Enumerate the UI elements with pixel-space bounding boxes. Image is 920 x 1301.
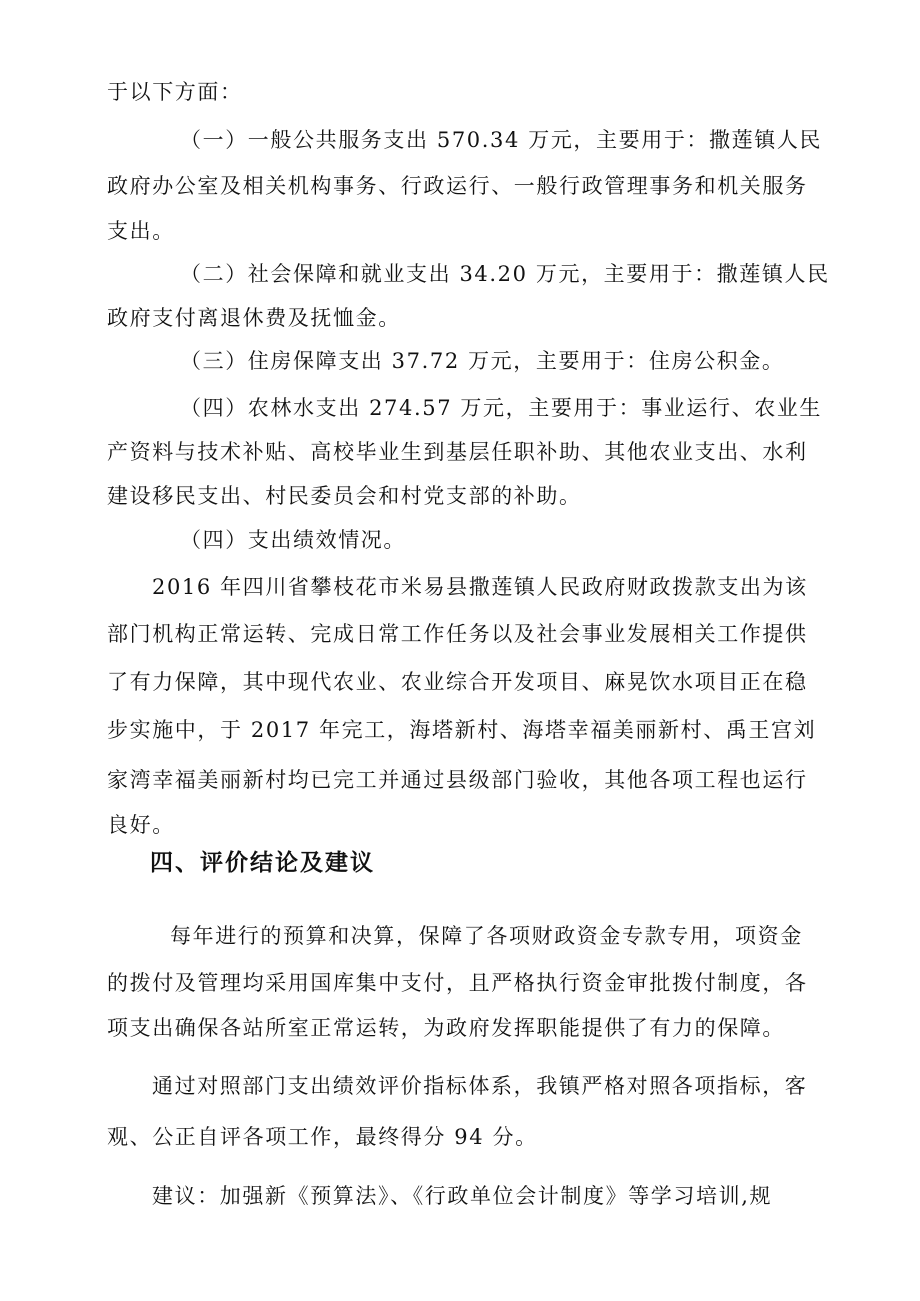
text-line: 了有力保障，其中现代农业、农业综合开发项目、麻晃饮水项目正在稳	[107, 670, 808, 694]
text-line: 2016 年四川省攀枝花市米易县撒莲镇人民政府财政拨款支出为该	[152, 575, 808, 599]
text-line: 通过对照部门支出绩效评价指标体系，我镇严格对照各项指标，客	[152, 1074, 808, 1098]
text-line: 部门机构正常运转、完成日常工作任务以及社会事业发展相关工作提供	[107, 622, 808, 646]
text-line: 每年进行的预算和决算，保障了各项财政资金专款专用，项资金	[170, 924, 803, 948]
text-line: 项支出确保各站所室正常运转，为政府发挥职能提供了有力的保障。	[107, 1016, 785, 1040]
text-line: （四）支出绩效情况。	[180, 528, 406, 552]
text-line: 建设移民支出、村民委员会和村党支部的补助。	[107, 484, 582, 508]
text-line: 政府支付离退休费及抚恤金。	[107, 306, 401, 330]
text-line: （一）一般公共服务支出 570.34 万元，主要用于：撒莲镇人民	[180, 128, 823, 152]
text-line: 观、公正自评各项工作，最终得分 94 分。	[107, 1125, 538, 1149]
text-line: 建议：加强新《预算法》、《行政单位会计制度》等学习培训,规	[152, 1184, 773, 1208]
text-line: （二）社会保障和就业支出 34.20 万元，主要用于：撒莲镇人民	[180, 262, 830, 286]
text-line: 步实施中，于 2017 年完工，海塔新村、海塔幸福美丽新村、禹王宫刘	[107, 718, 817, 742]
text-line: （四）农林水支出 274.57 万元，主要用于：事业运行、农业生	[180, 396, 823, 420]
text-line: 的拨付及管理均采用国库集中支付，且严格执行资金审批拨付制度，各	[107, 971, 808, 995]
text-line: （三）住房保障支出 37.72 万元，主要用于：住房公积金。	[180, 349, 785, 373]
text-line: 家湾幸福美丽新村均已完工并通过县级部门验收，其他各项工程也运行	[107, 768, 808, 792]
text-line: 产资料与技术补贴、高校毕业生到基层任职补助、其他农业支出、水利	[107, 440, 808, 464]
text-line: 于以下方面：	[107, 80, 243, 104]
text-line: 政府办公室及相关机构事务、行政运行、一般行政管理事务和机关服务	[107, 174, 808, 198]
text-line: 支出。	[107, 219, 175, 243]
text-line: 良好。	[107, 813, 175, 837]
section-heading: 四、评价结论及建议	[150, 850, 375, 876]
